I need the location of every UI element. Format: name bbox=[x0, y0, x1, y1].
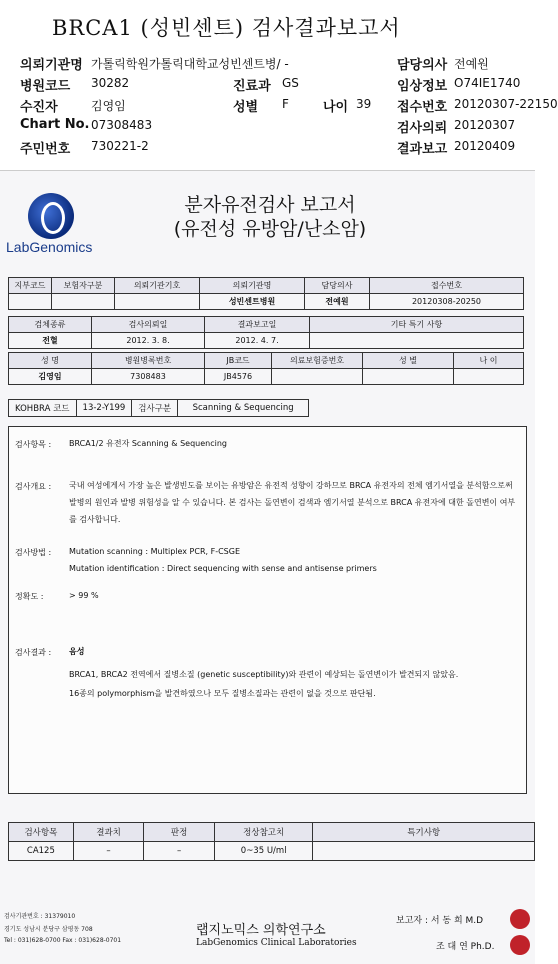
table-header: JB코드 bbox=[205, 353, 272, 369]
patient-table bbox=[8, 352, 524, 385]
seal-stamp-icon bbox=[510, 935, 530, 955]
logo-text: LabGenomics bbox=[6, 239, 93, 255]
table-cell bbox=[363, 369, 454, 385]
label-request-date: 검사의뢰 bbox=[397, 121, 448, 136]
value-report-date: 20120409 bbox=[454, 139, 516, 153]
table-header: 성 별 bbox=[363, 353, 454, 369]
table-cell: 전혈 bbox=[9, 333, 92, 349]
label-clinical-info: 임상정보 bbox=[397, 79, 448, 94]
reporter-1: 보고자 : 서 동 희 M.D bbox=[396, 916, 484, 926]
table-cell: – bbox=[73, 842, 144, 861]
value-sex: F bbox=[282, 97, 289, 111]
label-doctor: 담당의사 bbox=[397, 58, 448, 73]
label-patient: 수진자 bbox=[20, 100, 58, 115]
specimen-table bbox=[8, 316, 524, 349]
table-header: 정상참고치 bbox=[214, 823, 313, 842]
table-header: 보험자구분 bbox=[52, 278, 115, 294]
kohbra-label: KOHBRA 코드 bbox=[9, 400, 77, 417]
label-age: 나이 bbox=[323, 100, 349, 115]
table-header: 검체종류 bbox=[9, 317, 92, 333]
table-header: 의료보험증번호 bbox=[272, 353, 363, 369]
item-text: BRCA1/2 유전자 Scanning & Sequencing bbox=[69, 439, 227, 448]
label-resident-no: 주민번호 bbox=[20, 142, 71, 157]
table-header: 기타 특기 사항 bbox=[310, 317, 524, 333]
scanned-report bbox=[0, 170, 535, 964]
overview-label: 검사개요 : bbox=[15, 482, 52, 491]
table-cell: 7308483 bbox=[92, 369, 205, 385]
table-header: 의뢰기관명 bbox=[200, 278, 305, 294]
lab-name-ko: 랩지노믹스 의학연구소 bbox=[196, 923, 326, 938]
table-cell: JB4576 bbox=[205, 369, 272, 385]
result-header bbox=[0, 0, 558, 170]
lab-name-en: LabGenomics Clinical Laboratories bbox=[196, 938, 357, 948]
value-department: GS bbox=[282, 76, 299, 90]
report-title bbox=[170, 193, 370, 241]
value-requester: 가톨릭학원가톨릭대학교성빈센트병/ - bbox=[91, 57, 289, 71]
table-cell bbox=[52, 294, 115, 310]
table-cell bbox=[9, 294, 52, 310]
table-cell: 김영임 bbox=[9, 369, 92, 385]
report-title-line2: (유전성 유방암/난소암) bbox=[173, 218, 367, 240]
table-cell bbox=[115, 294, 200, 310]
result-line2: 16종의 polymorphism을 발견하였으나 모두 질병소질과는 관련이 없을 것으로 판단됨. bbox=[69, 689, 376, 698]
value-resident-no: 730221-2 bbox=[91, 139, 149, 153]
table-cell bbox=[313, 842, 535, 861]
table-cell: 2012. 4. 7. bbox=[205, 333, 310, 349]
label-hospital-code: 병원코드 bbox=[20, 79, 71, 94]
table-header: 담당의사 bbox=[305, 278, 370, 294]
value-age: 39 bbox=[356, 97, 372, 111]
test-type-label: 검사구분 bbox=[132, 400, 178, 417]
result-line1: BRCA1, BRCA2 전역에서 질병소질 (genetic susceptibility)와 관련이 예상되는 돌연변이가 발견되지 않았음. bbox=[69, 670, 459, 679]
accuracy-text: > 99 % bbox=[69, 591, 99, 600]
footer-line1: 검사기관번호 : 31379010 bbox=[4, 913, 76, 920]
table-header: 성 명 bbox=[9, 353, 92, 369]
result-label: 검사결과 : bbox=[15, 648, 52, 657]
method-line2: Mutation identification : Direct sequencing with sense and antisense primers bbox=[69, 564, 377, 573]
table-cell bbox=[310, 333, 524, 349]
table-header: 병원병록번호 bbox=[92, 353, 205, 369]
test-type-value: Scanning & Sequencing bbox=[178, 400, 309, 417]
marker-table bbox=[8, 822, 535, 861]
table-cell bbox=[272, 369, 363, 385]
value-hospital-code: 30282 bbox=[91, 76, 130, 90]
report-title-line1: 분자유전검사 보고서 bbox=[184, 194, 356, 216]
table-cell: – bbox=[144, 842, 215, 861]
report-body bbox=[8, 426, 527, 794]
info-table bbox=[8, 277, 524, 310]
label-chart-no: Chart No. bbox=[20, 117, 90, 132]
table-cell: 성빈센트병원 bbox=[200, 294, 305, 310]
method-line1: Mutation scanning : Multiplex PCR, F-CSGE bbox=[69, 547, 241, 556]
accuracy-label: 정확도 : bbox=[15, 592, 44, 601]
label-requester: 의뢰기관명 bbox=[20, 58, 83, 73]
table-cell: 20120308-20250 bbox=[370, 294, 524, 310]
labgenomics-logo bbox=[6, 193, 106, 253]
table-cell: 2012. 3. 8. bbox=[92, 333, 205, 349]
table-header: 특기사항 bbox=[313, 823, 535, 842]
table-cell bbox=[454, 369, 524, 385]
table-cell: 전예원 bbox=[305, 294, 370, 310]
table-header: 접수번호 bbox=[370, 278, 524, 294]
value-receipt-no: 20120307-22150 bbox=[454, 97, 558, 111]
label-sex: 성별 bbox=[233, 100, 259, 115]
page-title: BRCA1 (성빈센트) 검사결과보고서 bbox=[52, 16, 401, 40]
value-clinical-info: O74IE1740 bbox=[454, 76, 521, 90]
table-cell: 0~35 U/ml bbox=[214, 842, 313, 861]
reporter-2: 조 대 연 Ph.D. bbox=[436, 942, 495, 952]
value-doctor: 전예원 bbox=[454, 57, 489, 71]
table-header: 지부코드 bbox=[9, 278, 52, 294]
label-receipt-no: 접수번호 bbox=[397, 100, 448, 115]
kohbra-code: 13-2-Y199 bbox=[76, 400, 132, 417]
table-header: 결과보고일 bbox=[205, 317, 310, 333]
label-report-date: 결과보고 bbox=[397, 142, 448, 157]
footer-line3: Tel : 031)628-0700 Fax : 031)628-0701 bbox=[4, 937, 122, 944]
table-header: 검사의뢰일 bbox=[92, 317, 205, 333]
table-cell: CA125 bbox=[9, 842, 74, 861]
label-department: 진료과 bbox=[233, 79, 271, 94]
table-header: 결과치 bbox=[73, 823, 144, 842]
item-label: 검사항목 : bbox=[15, 440, 52, 449]
kohbra-table bbox=[8, 399, 309, 417]
table-header: 나 이 bbox=[454, 353, 524, 369]
table-header: 판정 bbox=[144, 823, 215, 842]
table-header: 의뢰기관기호 bbox=[115, 278, 200, 294]
footer-line2: 경기도 성남시 분당구 삼평동 708 bbox=[4, 926, 93, 933]
table-header: 검사항목 bbox=[9, 823, 74, 842]
overview-text: 국내 여성에게서 가장 높은 발생빈도를 보이는 유방암은 유전적 성향이 강하므로 BRCA 유전자의 전체 엠기서열을 분석함으로써 발병의 원인과 발병 위험성을 알 수 있습니다. 본 검사는 돌연변이 검색과 엠기서열 분석으로 BRCA 유전자에 대한 돌연변이 여부를 검사합니다. bbox=[69, 481, 516, 524]
seal-stamp-icon bbox=[510, 909, 530, 929]
logo-mark-icon bbox=[28, 193, 74, 239]
value-patient: 김영임 bbox=[91, 99, 126, 113]
result-head: 음성 bbox=[69, 647, 85, 656]
method-label: 검사방법 : bbox=[15, 548, 52, 557]
value-chart-no: 07308483 bbox=[91, 118, 153, 132]
value-request-date: 20120307 bbox=[454, 118, 516, 132]
